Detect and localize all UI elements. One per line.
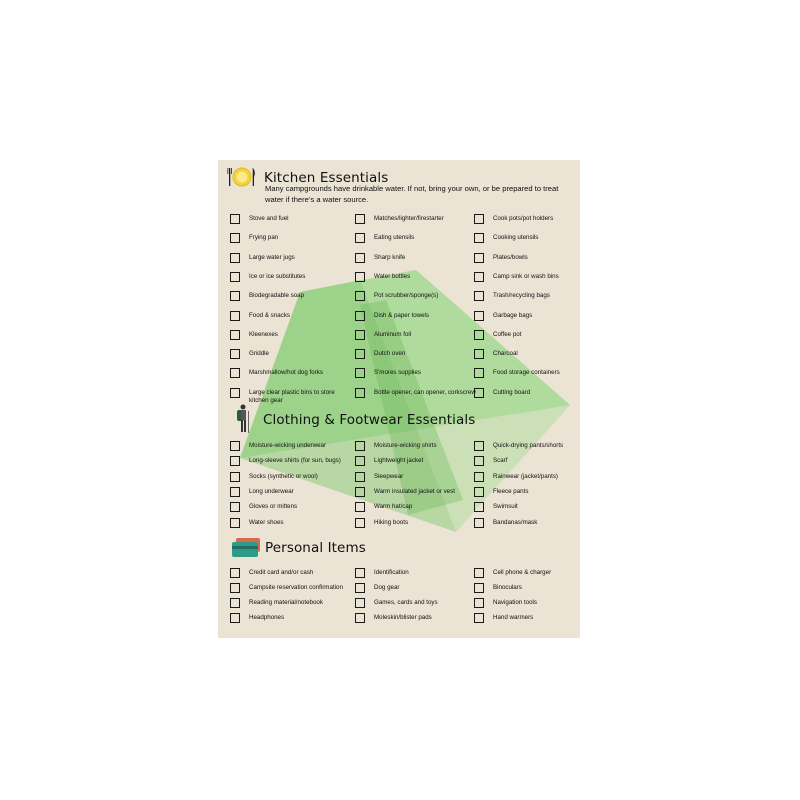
checklist-item-label: Pot scrubber/sponge(s) [374,292,439,300]
checkbox[interactable] [355,518,365,528]
checklist-item-label: Frying pan [249,234,279,242]
checkbox[interactable] [355,613,365,623]
checkbox[interactable] [474,311,484,321]
kitchen-intro: Many campgrounds have drinkable water. If not, bring your own, or be prepared to treat water if there’s a water source. [265,184,559,204]
checkbox[interactable] [355,291,365,301]
checklist-item-label: Games, cards and toys [374,599,438,606]
checkbox[interactable] [230,583,240,593]
checkbox[interactable] [355,272,365,282]
checkbox[interactable] [230,368,240,378]
checkbox[interactable] [474,330,484,340]
checklist-item-label: Dog gear [374,584,400,591]
checkbox[interactable] [355,583,365,593]
checklist-item-label: Hiking boots [374,518,409,526]
checklist-item-label: Camp sink or wash bins [493,272,559,280]
checklist-item-label: Large clear plastic bins to store kitchen gear [249,388,335,404]
checklist-item-label: S'mores supplies [374,369,421,377]
checklist-item-label: Hand warmers [493,614,534,621]
checkbox[interactable] [474,441,484,451]
checklist-item-label: Swimsuit [493,503,518,511]
checkbox[interactable] [230,214,240,224]
checklist-item-label: Headphones [249,614,285,621]
checkbox[interactable] [355,598,365,608]
checkbox[interactable] [474,518,484,528]
plate-utensils-icon [226,166,258,188]
checkbox[interactable] [355,368,365,378]
checklist-item-label: Rainwear (jacket/pants) [493,472,558,480]
checkbox[interactable] [230,487,240,497]
checkbox[interactable] [230,349,240,359]
checkbox[interactable] [230,272,240,282]
checklist-item-label: Bottle opener, can opener, corkscrew [374,388,476,396]
checkbox[interactable] [230,311,240,321]
section-title-personal: Personal Items [265,540,366,556]
checklist-item-label: Dutch oven [374,350,406,358]
checkbox[interactable] [355,388,365,398]
checkbox[interactable] [474,291,484,301]
checkbox[interactable] [474,253,484,263]
checklist-item-label: Gloves or mittens [249,503,298,511]
checklist-item-label: Matches/lighter/firestarter [374,215,444,222]
checkbox[interactable] [230,253,240,263]
checklist-item-label: Large water jugs [249,253,295,261]
checkbox[interactable] [355,330,365,340]
section-title-kitchen: Kitchen Essentials [264,170,389,186]
checkbox[interactable] [474,456,484,466]
checkbox[interactable] [355,214,365,224]
checkbox[interactable] [230,233,240,243]
checklist-item-label: Stove and fuel [249,215,289,222]
checkbox[interactable] [230,441,240,451]
checklist-item-label: Quick-drying pants/shorts [493,442,564,449]
checklist-item-label: Charcoal [493,350,518,358]
checklist-item-label: Moisture-wicking shirts [374,442,437,449]
checklist-item-label: Cell phone & charger [493,569,552,576]
hiker-icon [234,404,252,434]
checkbox[interactable] [230,388,240,398]
checkbox[interactable] [474,472,484,482]
checklist-item-label: Warm hat/cap [374,503,413,511]
checkbox[interactable] [230,330,240,340]
checkbox[interactable] [230,613,240,623]
checkbox[interactable] [230,502,240,512]
checklist-item-label: Trash/recycling bags [493,292,550,300]
checklist-item-label: Griddle [249,350,269,358]
checklist-item-label: Moleskin/blister pads [374,614,432,621]
checklist-item-label: Biodegradable soap [249,292,305,300]
checkbox[interactable] [474,349,484,359]
checklist-item-label: Plates/bowls [493,253,528,261]
checklist-item-label: Fleece pants [493,487,529,495]
checkbox[interactable] [230,518,240,528]
checkbox[interactable] [474,502,484,512]
checkbox[interactable] [355,349,365,359]
checklist-item-label: Cooking utensils [493,234,539,242]
wallet-cards-icon [230,536,262,558]
checkbox[interactable] [474,613,484,623]
checklist-item-label: Dish & paper towels [374,311,430,319]
checklist-item-label: Kleenexes [249,330,278,338]
checklist-item-label: Lightweight jacket [374,457,424,465]
section-title-clothing: Clothing & Footwear Essentials [263,412,476,428]
checklist-item-label: Long underwear [249,487,294,495]
checkbox[interactable] [355,472,365,482]
checkbox[interactable] [355,441,365,451]
checkbox[interactable] [230,472,240,482]
checkbox[interactable] [355,456,365,466]
checkbox[interactable] [474,487,484,497]
checklist-item-label: Food & snacks [249,311,290,319]
checklist-item-label: Long-sleeve shirts (for sun, bugs) [249,457,341,465]
checklist-sheet [218,160,580,638]
checklist-item-label: Identification [374,569,409,576]
checkbox[interactable] [474,598,484,608]
checkbox[interactable] [474,233,484,243]
checkbox[interactable] [230,598,240,608]
checkbox[interactable] [230,291,240,301]
checkbox[interactable] [474,583,484,593]
checklist-item-label: Moisture-wicking underwear [249,442,327,449]
checklist-item-label: Reading material/notebook [249,599,323,606]
checklist-item-label: Coffee pot [493,330,522,338]
checklist-item-label: Garbage bags [493,311,533,319]
checkbox[interactable] [355,311,365,321]
checklist-item-label: Binoculars [493,584,522,591]
checklist-item-label: Water bottles [374,272,411,280]
checklist-item-label: Sharp knife [374,253,406,261]
checkbox[interactable] [474,368,484,378]
checklist-item-label: Marshmallow/hot dog forks [249,369,323,377]
checklist-item-label: Cook pots/pot holders [493,215,554,222]
checklist-item-label: Socks (synthetic or wool) [249,472,318,480]
checklist-item-label: Bandanas/mask [493,518,538,526]
checkbox[interactable] [355,502,365,512]
checkbox[interactable] [355,487,365,497]
checklist-item-label: Cutting board [493,388,531,396]
checklist-item-label: Navigation tools [493,599,538,606]
checklist-item-label: Aluminum foil [374,330,412,338]
checklist-item-label: Campsite reservation confirmation [249,584,343,591]
checklist-item-label: Food storage containers [493,369,560,377]
checkbox[interactable] [474,568,484,578]
checklist-item-label: Water shoes [249,518,284,526]
checkbox[interactable] [355,233,365,243]
checkbox[interactable] [474,214,484,224]
checklist-item-label: Ice or ice substitutes [249,272,306,280]
checkbox[interactable] [230,456,240,466]
checkbox[interactable] [230,568,240,578]
checklist-item-label: Warm insulated jacket or vest [374,487,455,495]
checkbox[interactable] [474,272,484,282]
checklist-item-label: Credit card and/or cash [249,569,314,576]
checklist-item-label: Scarf [493,457,508,465]
checkbox[interactable] [355,253,365,263]
checklist-item-label: Eating utensils [374,234,415,242]
checkbox[interactable] [355,568,365,578]
checklist-item-label: Sleepwear [374,472,404,480]
checkbox[interactable] [474,388,484,398]
